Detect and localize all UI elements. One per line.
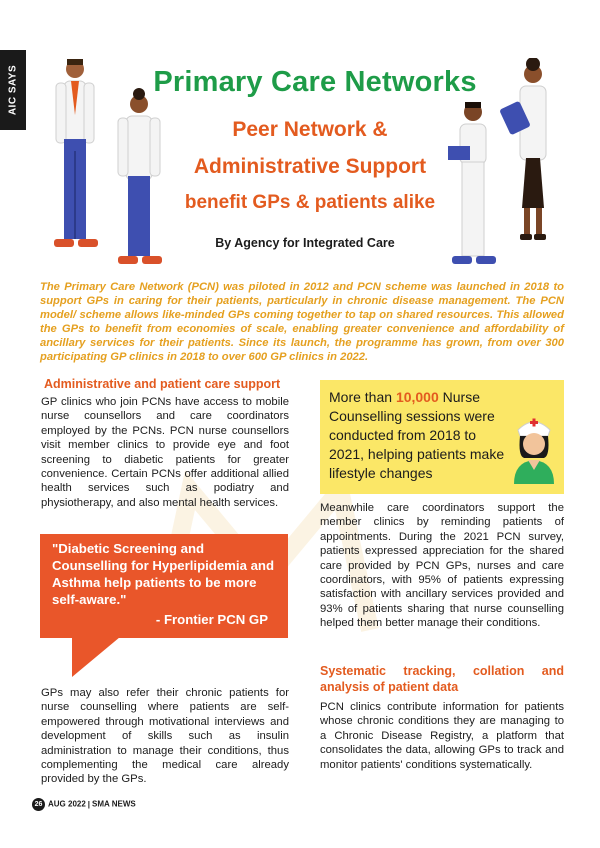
- byline: By Agency for Integrated Care: [215, 236, 395, 250]
- lead-paragraph: The Primary Care Network (PCN) was piloted in 2012 and PCN scheme was launched in 2018 to support GPs in caring for their patients, particularly in chronic disease management. The PCN model/ scheme allows like-minded GPs coming together to tap on shared resources. This allowed the GPs to benefit from economies of scale, enabling greater convenience and affordability of ancillary services for their patients. Since its launch, the programme has grown, from over 300 participating GP clinics in 2018 to over 600 GP clinics in 2022.: [40, 281, 564, 364]
- doctor-illustration-female-icon: [106, 88, 172, 274]
- quote-text: "Diabetic Screening and Counselling for Hyperlipidemia and Asthma help patients to be more self-aware.": [52, 541, 275, 607]
- section-tab-label: AIC SAYS: [7, 64, 19, 116]
- section-body-systematic: PCN clinics contribute information for patients whose chronic conditions they are managing to a Chronic Disease Registry, a platform that consolidates the data, allowing GPs to track and monitor patients' conditions systematically.: [320, 701, 564, 771]
- section-heading-admin: Administrative and patient care support: [44, 377, 281, 391]
- quote-tail: [72, 637, 120, 677]
- page-footer: [32, 798, 136, 811]
- section-body-admin: GP clinics who join PCNs have access to mobile nurse counsellors and care coordinators employed by the PCNs. PCN nurse counsellors visit member clinics to provide eye and foot screening to diabetic patients for greater convenience. Certain PCNs offer additional allied health services such as podiatry and physiotherapy, and also mental health services.: [41, 396, 289, 509]
- stat-text: [329, 388, 515, 483]
- page-title: Primary Care Networks: [153, 66, 477, 98]
- quote-author: - Frontier PCN GP: [155, 612, 268, 627]
- refer-paragraph: GPs may also refer their chronic patients for nurse counselling where patients are self-empowered through motivational interviews and development of skills such as insulin administration to manage their conditions, thus complementing the medical care already provided by the GPs.: [41, 687, 289, 786]
- stat-prefix: More than: [329, 389, 396, 405]
- subtitle-line-1: Peer Network &: [232, 118, 388, 141]
- section-heading-systematic: Systematic tracking, collation and analysis of patient data: [320, 664, 564, 694]
- doctor-illustration-right-icon: [500, 58, 566, 248]
- magazine-name: SMA NEWS: [92, 799, 136, 809]
- stat-suffix: Nurse Counselling sessions were conducted from 2018 to 2021, helping patients make lifestyle changes: [329, 389, 505, 481]
- subtitle-line-3: benefit GPs & patients alike: [184, 192, 436, 213]
- doctor-illustration-left-icon: [40, 55, 110, 255]
- issue-date: AUG 2022: [48, 799, 86, 809]
- footer-separator: |: [87, 799, 91, 809]
- page-number: 26: [32, 798, 45, 811]
- coordinators-paragraph: Meanwhile care coordinators support the member clinics by reminding patients of appointments. During the 2021 PCN survey, patients expressed appreciation for the shared care provided by PCN GPs, nurses and care coordinators, with 95% of patients expressing satisfaction with ancillary services provided and 93% of patients sharing that nurse counselling helped them better manage their conditions.: [320, 502, 564, 630]
- stat-highlight: 10,000: [395, 389, 439, 405]
- nurse-icon: [510, 412, 558, 484]
- section-tab: [0, 50, 26, 130]
- subtitle-line-2: Administrative Support: [193, 155, 427, 178]
